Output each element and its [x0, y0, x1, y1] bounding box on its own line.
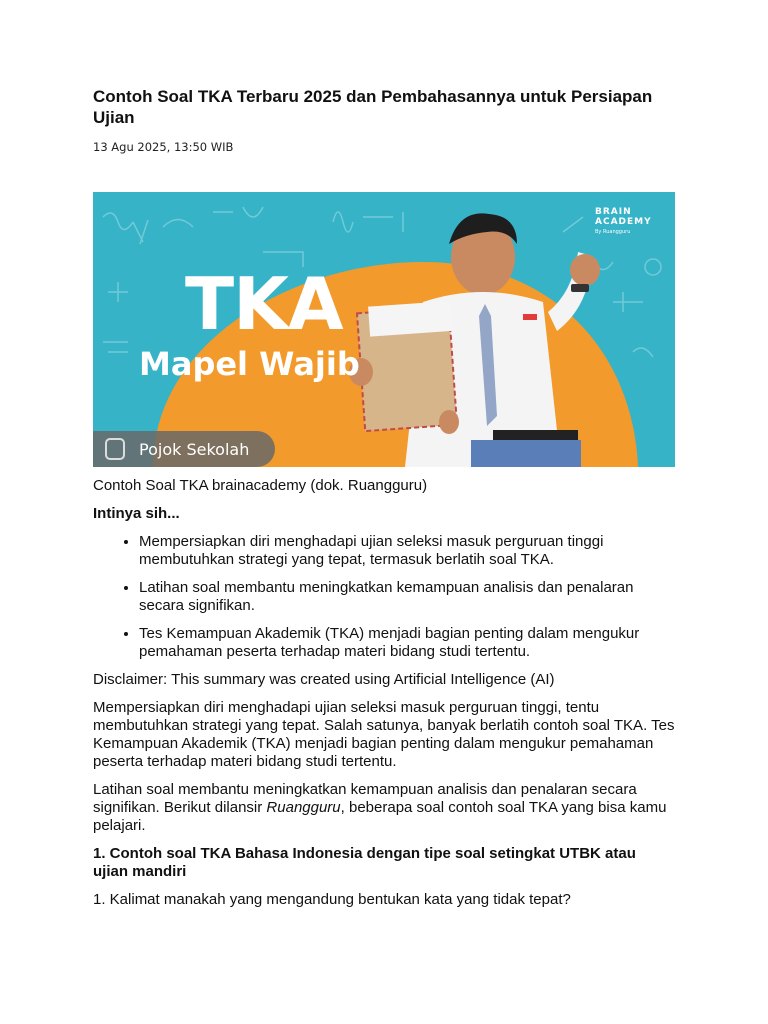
summary-item: • Tes Kemampuan Akademik (TKA) menjadi bagian penting dalam mengukur pemahaman peserta terhadap materi bidang studi tertentu. [139, 625, 675, 661]
body-paragraph-2 [93, 781, 675, 835]
badge-label: Pojok Sekolah [139, 439, 250, 459]
body-paragraph-1: Mempersiapkan diri menghadapi ujian seleksi masuk perguruan tinggi, tentu membutuhkan strategi yang tepat. Salah satunya, banyak berlatih contoh soal TKA. Tes Kemampuan Akademik (TKA) menjadi bagian penting dalam mengukur pemahaman peserta terhadap materi bidang studi tertentu. [93, 699, 675, 770]
summary-item: • Latihan soal membantu meningkatkan kemampuan analisis dan penalaran secara signifikan. [139, 579, 675, 615]
para2-text-end: , beberapa soal contoh soal TKA yang bisa kamu pelajari. [93, 799, 667, 834]
ai-disclaimer: Disclaimer: This summary was created using Artificial Intelligence (AI) [93, 671, 555, 688]
publish-date: 13 Agu 2025, 13:50 WIB [93, 140, 234, 154]
hero-illustration [93, 192, 675, 467]
brand-line-2: ACADEMY [595, 217, 652, 227]
pojok-sekolah-badge [93, 431, 275, 467]
article [93, 86, 675, 909]
summary-heading: Intinya sih... [93, 505, 180, 522]
source-name: Ruangguru [266, 799, 341, 816]
summary-list [93, 533, 675, 661]
brand-logo [595, 207, 652, 237]
hero-subheadline: Mapel Wajib [139, 345, 360, 383]
brand-line-1: BRAIN [595, 207, 632, 217]
envelope-illustration [349, 301, 459, 434]
article-title: Contoh Soal TKA Terbaru 2025 dan Pembahasannya untuk Persiapan Ujian [93, 87, 653, 127]
section-heading: 1. Contoh soal TKA Bahasa Indonesia dengan tipe soal setingkat UTBK atau ujian mandiri [93, 845, 636, 880]
brand-by: By Ruangguru [595, 229, 631, 235]
summary-item: • Mempersiapkan diri menghadapi ujian seleksi masuk perguruan tinggi membutuhkan strategi yang tepat, termasuk berlatih soal TKA. [139, 533, 675, 569]
para2-text-start: Latihan soal membantu meningkatkan kemampuan analisis dan penalaran secara signifikan. Berikut dilansir [93, 781, 637, 816]
hero-headline: TKA [185, 262, 343, 346]
hero-image [93, 192, 675, 467]
backpack-icon [105, 438, 125, 460]
image-caption: Contoh Soal TKA brainacademy (dok. Ruangguru) [93, 477, 428, 494]
question-1: 1. Kalimat manakah yang mengandung bentukan kata yang tidak tepat? [93, 891, 571, 908]
